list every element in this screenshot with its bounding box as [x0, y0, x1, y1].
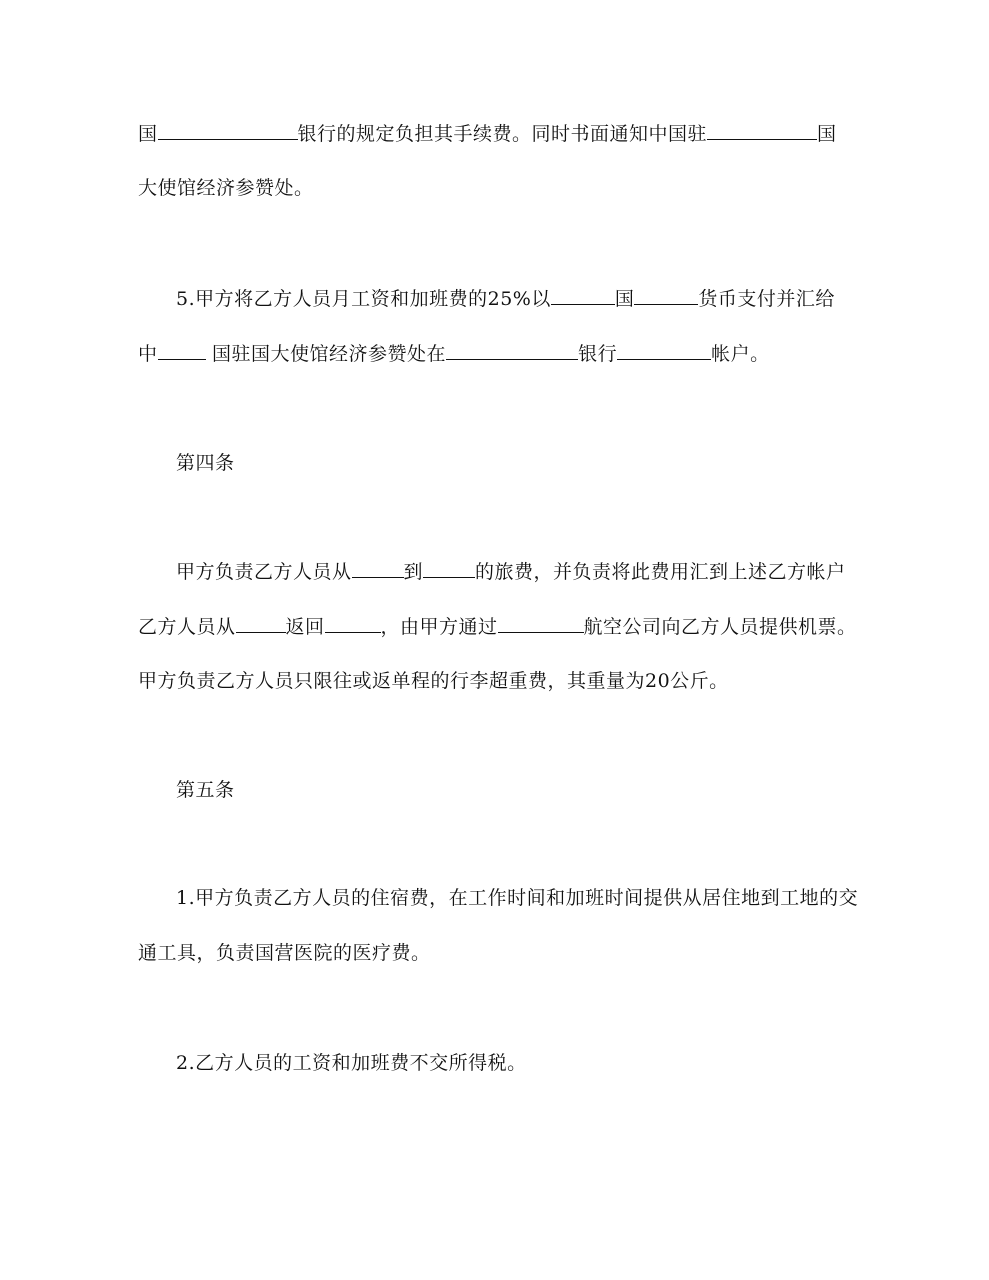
text: 乙方人员从: [138, 616, 236, 638]
text: 5.甲方将乙方人员月工资和加班费的25%以: [176, 288, 551, 310]
text: 国驻国大使馆经济参赞处在: [205, 343, 447, 365]
article-5-heading: 第五条: [176, 779, 235, 801]
blank-field: [236, 614, 286, 633]
text: 返回: [285, 616, 325, 638]
text: 银行: [578, 343, 618, 365]
article-5-item-1-line-1: 1.甲方负责乙方人员的住宿费，在工作时间和加班时间提供从居住地到工地的交: [176, 887, 859, 909]
blank-field: [617, 341, 711, 360]
blank-field: [634, 286, 698, 305]
clause-5-line-1: [176, 286, 835, 311]
text: 货币支付并汇给: [698, 288, 835, 310]
text: 甲方负责乙方人员从: [176, 561, 352, 583]
blank-field: [158, 121, 298, 140]
text: 国: [614, 288, 635, 310]
text: 帐户。: [711, 343, 770, 365]
blank-field: [158, 341, 206, 360]
blank-field: [352, 559, 404, 578]
text: 国: [817, 123, 837, 145]
text: 航空公司向乙方人员提供机票。: [583, 616, 857, 638]
blank-field: [446, 341, 578, 360]
text: 到: [403, 561, 424, 583]
paragraph-fee-line-2: 大使馆经济参赞处。: [138, 177, 314, 199]
blank-field: [423, 559, 475, 578]
text: 的旅费，并负责将此费用汇到上述乙方帐户: [475, 561, 846, 583]
article-5-item-2: 2.乙方人员的工资和加班费不交所得税。: [176, 1052, 527, 1074]
article-4-heading: 第四条: [176, 452, 235, 474]
blank-field: [325, 614, 381, 633]
blank-field: [707, 121, 817, 140]
article-4-line-1: [176, 559, 846, 584]
text: 国: [138, 123, 158, 145]
text: ，由甲方通过: [380, 616, 498, 638]
text: 银行的规定负担其手续费。同时书面通知中国驻: [297, 123, 708, 145]
article-4-line-3: 甲方负责乙方人员只限往或返单程的行李超重费，其重量为20公斤。: [138, 670, 729, 692]
text: 中: [138, 343, 158, 365]
article-5-item-1-line-2: 通工具，负责国营医院的医疗费。: [138, 942, 431, 964]
clause-5-line-2: [138, 341, 770, 366]
blank-field: [551, 286, 615, 305]
article-4-line-2: [138, 614, 857, 639]
paragraph-fee-line-1: [138, 121, 837, 146]
blank-field: [498, 614, 584, 633]
